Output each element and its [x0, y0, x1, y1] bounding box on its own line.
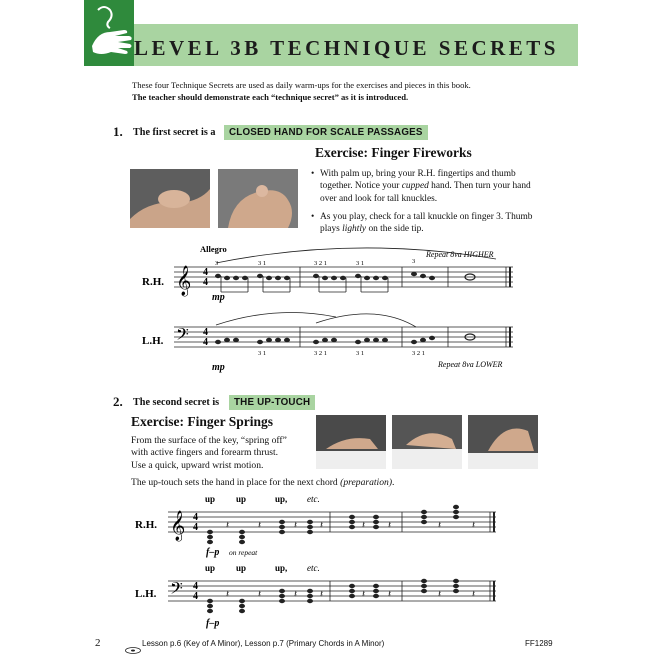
rh-label-2: R.H.: [135, 519, 157, 531]
repeat-lower-label: Repeat 8va LOWER: [438, 360, 503, 369]
svg-text:𝄽: 𝄽: [388, 520, 392, 531]
svg-text:4: 4: [203, 267, 208, 278]
up-label-2: up: [236, 494, 247, 504]
lesson-reference: Lesson p.6 (Key of A Minor), Lesson p.7 (Primary Chords in A Minor): [142, 639, 385, 648]
svg-text:𝄽: 𝄽: [472, 520, 476, 531]
cupped-hand-photo: [130, 169, 210, 228]
repeat-higher-label: Repeat 8va HIGHER: [426, 250, 494, 259]
product-code: FF1289: [525, 639, 553, 648]
lh-staff: [174, 327, 513, 347]
treble-clef-icon-2: 𝄞: [170, 511, 186, 540]
svg-text:3 2 1: 3 2 1: [314, 350, 327, 357]
svg-text:3 2 1: 3 2 1: [314, 260, 327, 267]
svg-text:3 2 1: 3 2 1: [412, 350, 425, 357]
lh-dynamic-2: f–p: [206, 618, 220, 629]
up-label-lh-2: up: [236, 563, 247, 573]
lh-dynamic: mp: [212, 362, 225, 373]
bullet-cupped-hand: • With palm up, bring your R.H. fingertips and thumb together. Notice your cupped hand. Then turn your hand over and look for tall knuckles.: [320, 168, 535, 205]
svg-text:4: 4: [193, 522, 198, 533]
svg-text:𝄽: 𝄽: [362, 520, 366, 531]
etc-label: etc.: [307, 494, 320, 504]
lh-label-2: L.H.: [135, 588, 157, 600]
svg-text:𝄽: 𝄽: [320, 589, 324, 600]
svg-text:𝄽: 𝄽: [294, 589, 298, 600]
page-title: LEVEL 3B TECHNIQUE SECRETS: [134, 36, 559, 60]
up-label-1: up: [205, 494, 216, 504]
section-2-highlight: THE UP-TOUCH: [229, 395, 315, 410]
springs-instructions: From the surface of the key, “spring off” with active fingers and forearm thrust. Use a quick, upward wrist motion.: [131, 435, 287, 471]
section-1-highlight: CLOSED HAND FOR SCALE PASSAGES: [224, 125, 428, 140]
knuckles-hand-photo: [218, 169, 298, 228]
rh-dynamic-2: f–p: [206, 547, 220, 558]
keyboard-photo-1: [316, 415, 386, 469]
section-1-lead: The first secret is a: [133, 127, 216, 138]
up-label-lh-1: up: [205, 563, 216, 573]
bass-clef-icon: 𝄢: [176, 326, 189, 348]
rh-dynamic: mp: [212, 292, 225, 303]
svg-text:4: 4: [203, 337, 208, 348]
section-1-number: 1.: [113, 124, 123, 139]
svg-text:3 1: 3 1: [258, 350, 267, 357]
svg-text:4: 4: [203, 327, 208, 338]
svg-text:𝄽: 𝄽: [226, 520, 230, 531]
svg-text:𝄽: 𝄽: [438, 520, 442, 531]
section-2-exercise-title: Exercise: Finger Springs: [131, 414, 273, 429]
section-2-lead: The second secret is: [133, 397, 220, 408]
bullet-tall-knuckle: • As you play, check for a tall knuckle on finger 3. Thumb plays lightly on the side tip.: [320, 211, 535, 236]
svg-text:3 1: 3 1: [258, 260, 267, 267]
up-label-3: up,: [275, 494, 288, 504]
intro-teacher-note: The teacher should demonstrate each “technique secret” as it is introduced.: [132, 92, 409, 102]
hand-logo-icon: [84, 0, 134, 66]
tempo-marking: Allegro: [200, 244, 227, 254]
finger-springs-score: [130, 492, 530, 637]
svg-text:4: 4: [203, 277, 208, 288]
svg-text:𝄽: 𝄽: [388, 589, 392, 600]
svg-text:3 1: 3 1: [356, 350, 365, 357]
svg-text:4: 4: [193, 512, 198, 523]
section-2-number: 2.: [113, 394, 123, 409]
svg-text:3: 3: [215, 260, 219, 267]
svg-text:4: 4: [193, 591, 198, 602]
prep-line: The up-touch sets the hand in place for the next chord (preparation).: [131, 477, 395, 488]
svg-text:3 1: 3 1: [356, 260, 365, 267]
svg-text:𝄽: 𝄽: [294, 520, 298, 531]
up-label-lh-3: up,: [275, 563, 288, 573]
svg-text:4: 4: [193, 581, 198, 592]
cd-icon: [125, 641, 141, 659]
svg-text:𝄽: 𝄽: [438, 589, 442, 600]
rh-label: R.H.: [142, 276, 164, 288]
svg-text:𝄽: 𝄽: [472, 589, 476, 600]
svg-text:3: 3: [412, 258, 416, 265]
section-1-exercise-title: Exercise: Finger Fireworks: [315, 145, 472, 160]
page-number: 2: [95, 637, 101, 649]
intro-text: These four Technique Secrets are used as daily warm-ups for the exercises and pieces in this book.: [132, 80, 471, 90]
svg-text:𝄽: 𝄽: [258, 520, 262, 531]
keyboard-photo-3: [468, 415, 538, 469]
svg-text:𝄽: 𝄽: [226, 589, 230, 600]
bass-clef-icon-2: 𝄢: [170, 580, 183, 602]
svg-text:𝄽: 𝄽: [258, 589, 262, 600]
svg-text:𝄽: 𝄽: [362, 589, 366, 600]
etc-label-lh: etc.: [307, 563, 320, 573]
lh-label: L.H.: [142, 335, 164, 347]
on-repeat-label: on repeat: [229, 548, 258, 557]
svg-text:𝄽: 𝄽: [320, 520, 324, 531]
keyboard-photo-2: [392, 415, 462, 469]
finger-fireworks-score: [130, 243, 530, 373]
treble-clef-icon: 𝄞: [176, 266, 192, 295]
